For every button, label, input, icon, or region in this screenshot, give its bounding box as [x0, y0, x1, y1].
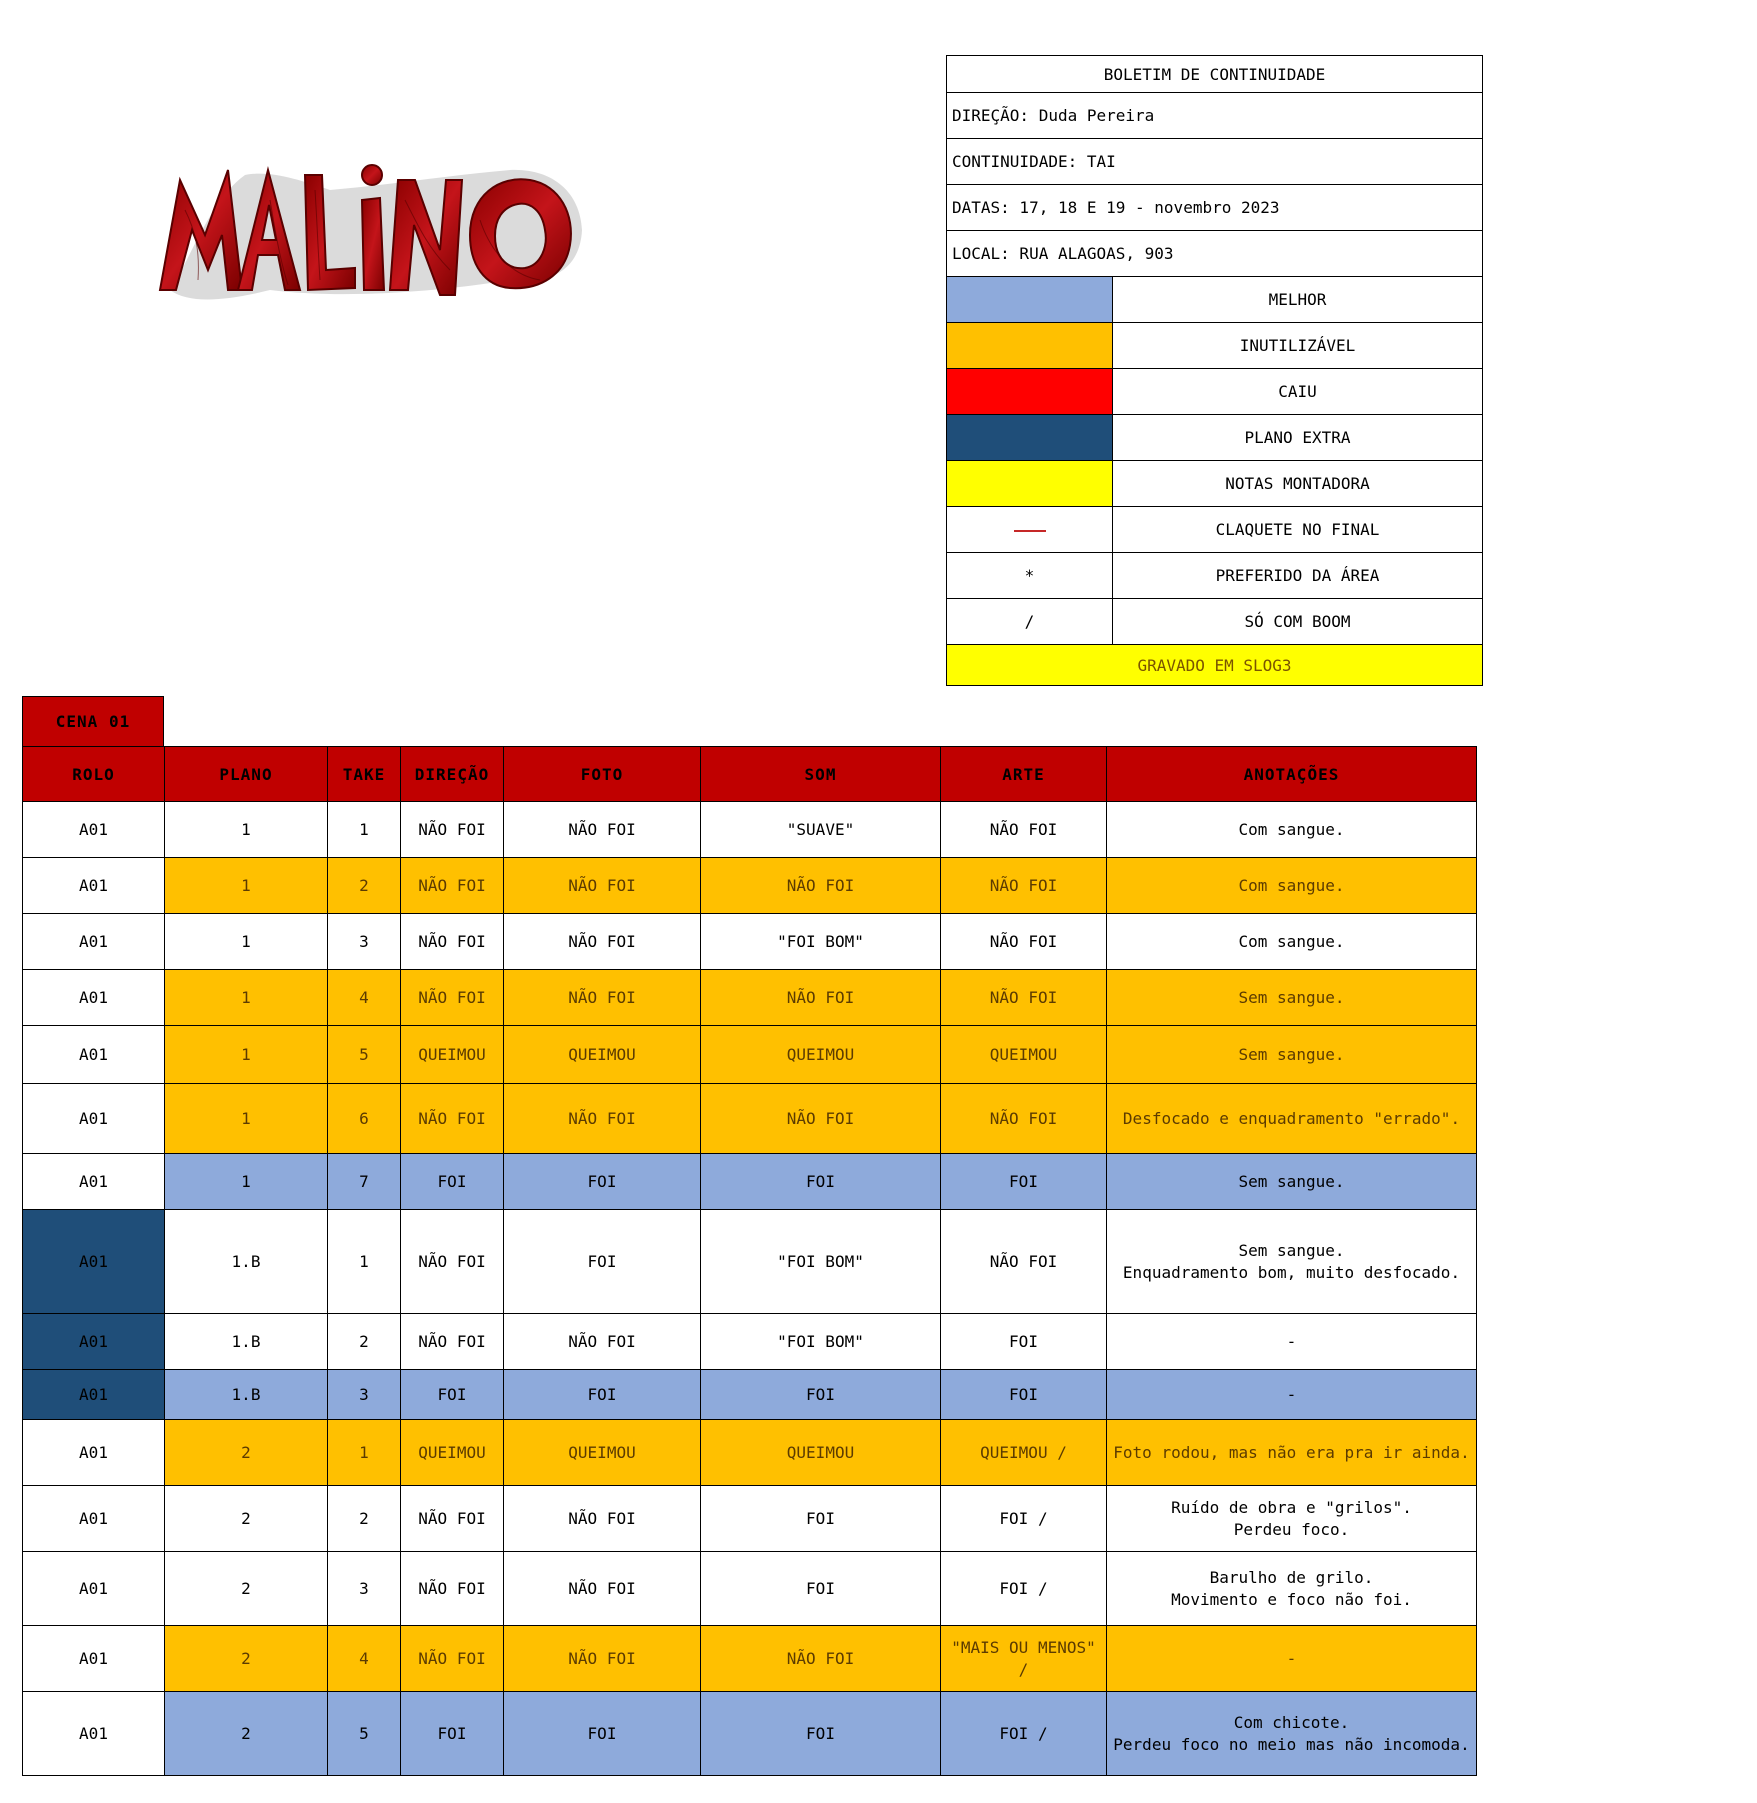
cell-foto: FOI [504, 1154, 701, 1210]
cell-direcao: FOI [401, 1370, 504, 1420]
cell-foto: NÃO FOI [504, 1486, 701, 1552]
legend-swatch-unusable [947, 323, 1113, 369]
header-arte: ARTE [941, 747, 1107, 802]
cell-som: "FOI BOM" [701, 1314, 941, 1370]
table-row [23, 1486, 1477, 1552]
legend-label-clapper-end: CLAQUETE NO FINAL [1113, 507, 1483, 553]
cell-take: 1 [328, 1210, 401, 1314]
cell-anotacoes: Desfocado e enquadramento "errado". [1107, 1084, 1477, 1154]
cell-plano: 2 [165, 1692, 328, 1776]
cell-som: "FOI BOM" [701, 914, 941, 970]
cell-plano: 1 [165, 1154, 328, 1210]
table-row [23, 1420, 1477, 1486]
cell-rolo: A01 [23, 1370, 165, 1420]
cell-som: FOI [701, 1486, 941, 1552]
legend-label-boom-only: SÓ COM BOOM [1113, 599, 1483, 645]
cell-foto: QUEIMOU [504, 1420, 701, 1486]
cell-som: FOI [701, 1692, 941, 1776]
cell-rolo: A01 [23, 1626, 165, 1692]
header-direcao: DIREÇÃO [401, 747, 504, 802]
cell-anotacoes: Barulho de grilo. Movimento e foco não foi. [1107, 1552, 1477, 1626]
cell-arte: FOI / [941, 1552, 1107, 1626]
cell-direcao: NÃO FOI [401, 914, 504, 970]
cell-direcao: NÃO FOI [401, 970, 504, 1026]
cell-anotacoes: Com sangue. [1107, 858, 1477, 914]
cell-foto: NÃO FOI [504, 858, 701, 914]
cell-direcao: QUEIMOU [401, 1420, 504, 1486]
report-title: BOLETIM DE CONTINUIDADE [947, 56, 1483, 93]
cell-foto: NÃO FOI [504, 970, 701, 1026]
cell-direcao: FOI [401, 1692, 504, 1776]
legend-symbol-asterisk: * [947, 553, 1113, 599]
legend-label-extra-shot: PLANO EXTRA [1113, 415, 1483, 461]
cell-foto: NÃO FOI [504, 1084, 701, 1154]
cell-rolo: A01 [23, 1486, 165, 1552]
table-row [23, 970, 1477, 1026]
cell-plano: 1.B [165, 1210, 328, 1314]
cell-rolo: A01 [23, 858, 165, 914]
cell-som: NÃO FOI [701, 1626, 941, 1692]
takes-table [22, 746, 1477, 1776]
cell-arte: QUEIMOU [941, 1026, 1107, 1084]
cell-anotacoes: Sem sangue. [1107, 1026, 1477, 1084]
header-anotacoes: ANOTAÇÕES [1107, 747, 1477, 802]
cell-plano: 2 [165, 1486, 328, 1552]
legend-label-best: MELHOR [1113, 277, 1483, 323]
table-row [23, 1692, 1477, 1776]
cell-direcao: NÃO FOI [401, 1314, 504, 1370]
cell-direcao: NÃO FOI [401, 1486, 504, 1552]
table-row [23, 1026, 1477, 1084]
cell-anotacoes: Sem sangue. Enquadramento bom, muito desfocado. [1107, 1210, 1477, 1314]
cell-arte: QUEIMOU / [941, 1420, 1107, 1486]
cell-plano: 2 [165, 1552, 328, 1626]
cell-direcao: FOI [401, 1154, 504, 1210]
cell-take: 4 [328, 970, 401, 1026]
cell-arte: FOI [941, 1314, 1107, 1370]
cell-som: QUEIMOU [701, 1420, 941, 1486]
cell-direcao: NÃO FOI [401, 802, 504, 858]
malino-logo [150, 140, 590, 320]
cell-foto: QUEIMOU [504, 1026, 701, 1084]
cell-anotacoes: Com sangue. [1107, 914, 1477, 970]
cell-anotacoes: Foto rodou, mas não era pra ir ainda. [1107, 1420, 1477, 1486]
cell-foto: NÃO FOI [504, 1626, 701, 1692]
table-row [23, 1370, 1477, 1420]
legend-label-dropped: CAIU [1113, 369, 1483, 415]
cell-foto: FOI [504, 1370, 701, 1420]
legend-swatch-extra-shot [947, 415, 1113, 461]
legend-symbol-slash: / [947, 599, 1113, 645]
cell-arte: NÃO FOI [941, 1210, 1107, 1314]
cell-arte: "MAIS OU MENOS" / [941, 1626, 1107, 1692]
header-foto: FOTO [504, 747, 701, 802]
cell-take: 3 [328, 1552, 401, 1626]
cell-arte: NÃO FOI [941, 858, 1107, 914]
cell-anotacoes: Sem sangue. [1107, 1154, 1477, 1210]
cell-plano: 1 [165, 858, 328, 914]
cell-foto: FOI [504, 1692, 701, 1776]
cell-plano: 1.B [165, 1314, 328, 1370]
cell-anotacoes: - [1107, 1370, 1477, 1420]
cell-plano: 1 [165, 802, 328, 858]
cell-take: 6 [328, 1084, 401, 1154]
legend-swatch-dropped [947, 369, 1113, 415]
location-field: LOCAL: RUA ALAGOAS, 903 [947, 231, 1483, 277]
cell-anotacoes: - [1107, 1314, 1477, 1370]
cell-foto: NÃO FOI [504, 802, 701, 858]
cell-som: NÃO FOI [701, 970, 941, 1026]
recorded-format: GRAVADO EM SLOG3 [947, 645, 1483, 686]
cell-arte: NÃO FOI [941, 1084, 1107, 1154]
cell-rolo: A01 [23, 1154, 165, 1210]
cell-rolo: A01 [23, 1552, 165, 1626]
cell-som: QUEIMOU [701, 1026, 941, 1084]
cell-som: NÃO FOI [701, 1084, 941, 1154]
cell-anotacoes: - [1107, 1626, 1477, 1692]
cell-rolo: A01 [23, 1420, 165, 1486]
cell-take: 1 [328, 802, 401, 858]
cell-direcao: NÃO FOI [401, 1210, 504, 1314]
cell-anotacoes: Ruído de obra e "grilos". Perdeu foco. [1107, 1486, 1477, 1552]
table-row [23, 914, 1477, 970]
table-header-row [23, 747, 1477, 802]
dates-field: DATAS: 17, 18 E 19 - novembro 2023 [947, 185, 1483, 231]
cell-take: 7 [328, 1154, 401, 1210]
cell-direcao: NÃO FOI [401, 1552, 504, 1626]
cell-rolo: A01 [23, 970, 165, 1026]
cell-arte: NÃO FOI [941, 914, 1107, 970]
header-rolo: ROLO [23, 747, 165, 802]
direction-field: DIREÇÃO: Duda Pereira [947, 93, 1483, 139]
legend-label-editor-notes: NOTAS MONTADORA [1113, 461, 1483, 507]
header-plano: PLANO [165, 747, 328, 802]
cell-plano: 2 [165, 1420, 328, 1486]
legend-label-unusable: INUTILIZÁVEL [1113, 323, 1483, 369]
cell-anotacoes: Com sangue. [1107, 802, 1477, 858]
cell-rolo: A01 [23, 802, 165, 858]
cell-anotacoes: Sem sangue. [1107, 970, 1477, 1026]
scene-tab[interactable]: CENA 01 [22, 696, 164, 746]
cell-direcao: NÃO FOI [401, 1084, 504, 1154]
cell-arte: NÃO FOI [941, 970, 1107, 1026]
header-som: SOM [701, 747, 941, 802]
cell-foto: NÃO FOI [504, 914, 701, 970]
cell-som: FOI [701, 1370, 941, 1420]
cell-plano: 2 [165, 1626, 328, 1692]
legend-swatch-editor-notes [947, 461, 1113, 507]
cell-plano: 1 [165, 1084, 328, 1154]
cell-som: FOI [701, 1552, 941, 1626]
cell-direcao: QUEIMOU [401, 1026, 504, 1084]
cell-som: "FOI BOM" [701, 1210, 941, 1314]
table-row [23, 1084, 1477, 1154]
cell-plano: 1.B [165, 1370, 328, 1420]
table-row [23, 858, 1477, 914]
cell-rolo: A01 [23, 1692, 165, 1776]
cell-arte: NÃO FOI [941, 802, 1107, 858]
cell-take: 5 [328, 1026, 401, 1084]
cell-take: 2 [328, 1486, 401, 1552]
cell-rolo: A01 [23, 1084, 165, 1154]
cell-rolo: A01 [23, 1026, 165, 1084]
cell-take: 2 [328, 1314, 401, 1370]
cell-rolo: A01 [23, 914, 165, 970]
table-row [23, 1626, 1477, 1692]
cell-take: 4 [328, 1626, 401, 1692]
cell-plano: 1 [165, 914, 328, 970]
cell-arte: FOI / [941, 1486, 1107, 1552]
continuity-info-table [946, 55, 1483, 686]
cell-arte: FOI [941, 1154, 1107, 1210]
legend-swatch-best [947, 277, 1113, 323]
table-row [23, 1552, 1477, 1626]
cell-plano: 1 [165, 1026, 328, 1084]
cell-direcao: NÃO FOI [401, 858, 504, 914]
table-row [23, 1154, 1477, 1210]
cell-rolo: A01 [23, 1314, 165, 1370]
legend-symbol-line [947, 507, 1113, 553]
cell-som: "SUAVE" [701, 802, 941, 858]
cell-take: 3 [328, 914, 401, 970]
cell-arte: FOI [941, 1370, 1107, 1420]
cell-som: FOI [701, 1154, 941, 1210]
cell-anotacoes: Com chicote. Perdeu foco no meio mas não incomoda. [1107, 1692, 1477, 1776]
table-row [23, 802, 1477, 858]
table-row [23, 1210, 1477, 1314]
table-row [23, 1314, 1477, 1370]
header-take: TAKE [328, 747, 401, 802]
cell-take: 3 [328, 1370, 401, 1420]
cell-rolo: A01 [23, 1210, 165, 1314]
cell-direcao: NÃO FOI [401, 1626, 504, 1692]
continuity-field: CONTINUIDADE: TAI [947, 139, 1483, 185]
cell-foto: FOI [504, 1210, 701, 1314]
cell-take: 5 [328, 1692, 401, 1776]
cell-arte: FOI / [941, 1692, 1107, 1776]
legend-label-preferred-area: PREFERIDO DA ÁREA [1113, 553, 1483, 599]
cell-take: 1 [328, 1420, 401, 1486]
underline-icon [1014, 530, 1046, 532]
cell-plano: 1 [165, 970, 328, 1026]
cell-som: NÃO FOI [701, 858, 941, 914]
cell-foto: NÃO FOI [504, 1314, 701, 1370]
cell-take: 2 [328, 858, 401, 914]
cell-foto: NÃO FOI [504, 1552, 701, 1626]
